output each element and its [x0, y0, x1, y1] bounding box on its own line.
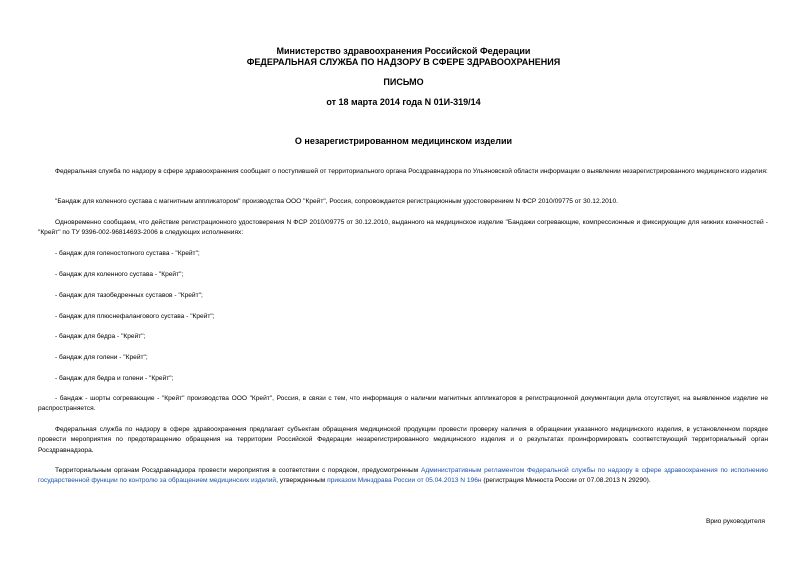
- signature-title: Врио руководителя: [705, 518, 765, 525]
- document-date-number: от 18 марта 2014 года N 01И-319/14: [326, 97, 481, 107]
- document-subject: О незарегистрированном медицинском изделии: [294, 136, 513, 146]
- order-link[interactable]: приказом Минздрава России от 05.04.2013 N 196н: [327, 477, 482, 485]
- list-item: - бандаж для тазобедренных суставов - "Крейт";: [55, 292, 203, 299]
- list-item: - бандаж для голеностопного сустава - "Крейт";: [55, 250, 200, 257]
- paragraph-proposal: Федеральная служба по надзору в сфере здравоохранения предлагает субъектам обращения медицинской продукции провести проверку наличия в обращении указанного медицинского изделия, в установленном порядке провести мероприятия по предотвращению обращения на территории Российской Федерации незарегистрированного медицинского изделия и о результатах проинформировать соответствующий территориальный орган Росздравнадзора.: [38, 426, 768, 454]
- paragraph-text: Территориальным органам Росздравнадзора провести мероприятия в соответствии с порядком, предусмотренным: [55, 467, 421, 474]
- paragraph-intro: Федеральная служба по надзору в сфере здравоохранения сообщает о поступившей от территориального органа Росздравнадзора по Ульяновской области информации о выявлении незарегистрированного медицинского изделия:: [55, 168, 768, 175]
- list-item: - бандаж для голени - "Крейт";: [55, 354, 148, 361]
- paragraph-text: (регистрация Минюста России от 07.08.2013 N 29290).: [481, 477, 651, 485]
- document-type: ПИСЬМО: [383, 77, 424, 87]
- paragraph-territorial: [38, 466, 768, 487]
- paragraph-shorts: - бандаж - шорты согревающие - "Крейт" производства ООО "Крейт", Россия, в связи с тем, что информация о наличии магнитных аппликаторов в регистрационной документации дела отсутствует, на выявленное изделие не распространяется.: [38, 395, 768, 413]
- ministry-title: Министерство здравоохранения Российской Федерации: [276, 46, 531, 56]
- list-item: - бандаж для бедра - "Крейт";: [55, 333, 146, 340]
- paragraph-product: "Бандаж для коленного сустава с магнитным аппликатором" производства ООО "Крейт", Россия, сопровождается регистрационным удостоверением N ФСР 2010/09775 от 30.12.2010.: [55, 198, 618, 205]
- list-item: - бандаж для бедра и голени - "Крейт";: [55, 375, 174, 382]
- service-title: ФЕДЕРАЛЬНАЯ СЛУЖБА ПО НАДЗОРУ В СФЕРЕ ЗДРАВООХРАНЕНИЯ: [246, 57, 561, 67]
- paragraph-certificate: Одновременно сообщаем, что действие регистрационного удостоверения N ФСР 2010/09775 от 30.12.2010, выданного на медицинское изделие "Бандажи согревающие, компрессионные и фиксирующие для нижних конечностей - "Крейт" по ТУ 9396-002-96814693-2006 в следующих исполнениях:: [38, 219, 768, 237]
- regulation-link[interactable]: Административным регламентом Федеральной службы по надзору в сфере здравоохранения по исполнению государственной функции по контролю за обращением медицинских изделий: [38, 467, 768, 485]
- list-item: - бандаж для плюснефалангового сустава - "Крейт";: [55, 313, 215, 320]
- list-item: - бандаж для коленного сустава - "Крейт";: [55, 271, 184, 278]
- paragraph-text: , утвержденным: [276, 477, 328, 485]
